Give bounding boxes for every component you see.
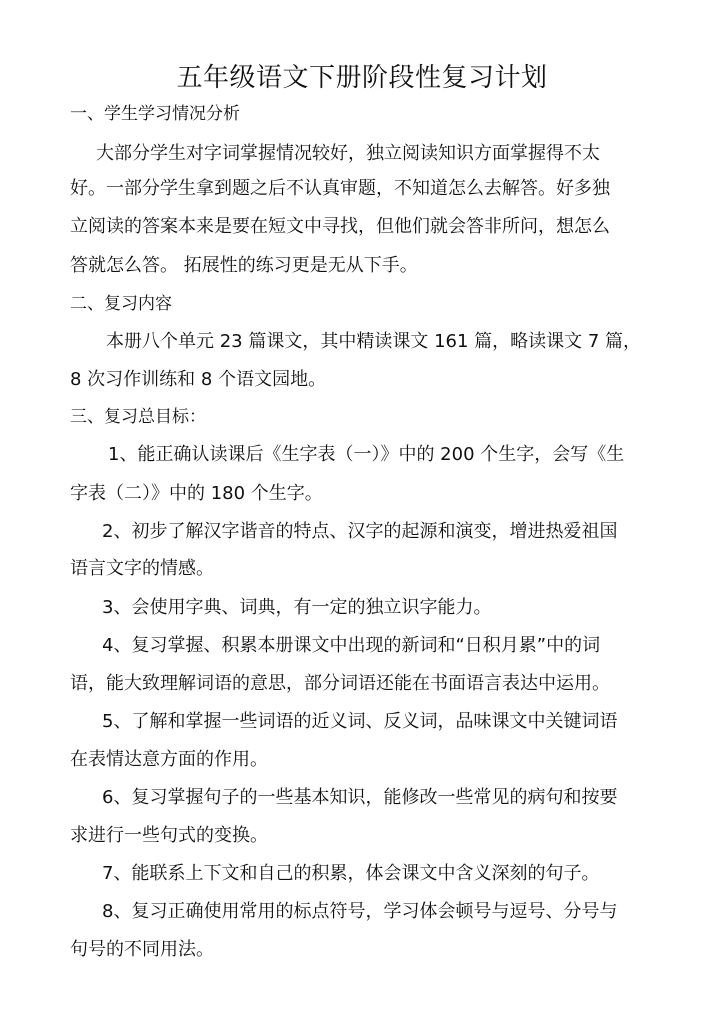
goal-item-1-line: 字表（二）》中的 180 个生字。 xyxy=(70,483,323,504)
goal-item-4-line: 语，能大致理解词语的意思，部分词语还能在书面语言表达中运用。 xyxy=(70,673,610,694)
analysis-line: 答就怎么答。 拓展性的练习更是无从下手。 xyxy=(70,255,418,276)
goal-item-2-line: 2、初步了解汉字谐音的特点、汉字的起源和演变，增进热爱祖国 xyxy=(102,521,618,542)
goal-item-2-line: 语言文字的情感。 xyxy=(70,558,214,579)
goal-item-8-line: 句号的不同用法。 xyxy=(70,939,214,960)
goal-item-4-line: 4、复习掌握、积累本册课文中出现的新词和“日积月累”中的词 xyxy=(102,635,601,656)
section-heading-content: 二、复习内容 xyxy=(70,294,172,314)
goal-item-6-line: 求进行一些句式的变换。 xyxy=(70,825,268,846)
goal-item-5-line: 5、了解和掌握一些词语的近义词、反义词，品味课文中关键词语 xyxy=(102,711,618,732)
goal-item-1-line: 1、能正确认读课后《生字表（一）》中的 200 个生字，会写《生 xyxy=(108,444,625,465)
goal-item-7-line: 7、能联系上下文和自己的积累，体会课文中含义深刻的句子。 xyxy=(102,863,600,884)
analysis-line: 大部分学生对字词掌握情况较好，独立阅读知识方面掌握得不太 xyxy=(96,143,600,164)
section-heading-analysis: 一、学生学习情况分析 xyxy=(70,104,240,124)
content-line: 本册八个单元 23 篇课文，其中精读课文 161 篇，略读课文 7 篇， xyxy=(106,331,642,352)
goal-item-6-line: 6、复习掌握句子的一些基本知识，能修改一些常见的病句和按要 xyxy=(102,787,618,808)
goal-item-3-line: 3、会使用字典、词典，有一定的独立识字能力。 xyxy=(102,597,492,618)
section-heading-goals: 三、复习总目标： xyxy=(70,407,206,427)
analysis-line: 好。一部分学生拿到题之后不认真审题，不知道怎么去解答。好多独 xyxy=(70,178,610,199)
goal-item-8-line: 8、复习正确使用常用的标点符号，学习体会顿号与逗号、分号与 xyxy=(102,901,618,922)
analysis-line: 立阅读的答案本来是要在短文中寻找，但他们就会答非所问，想怎么 xyxy=(70,216,610,237)
content-line: 8 次习作训练和 8 个语文园地。 xyxy=(70,369,327,390)
goal-item-5-line: 在表情达意方面的作用。 xyxy=(70,749,268,770)
document-title: 五年级语文下册阶段性复习计划 xyxy=(176,63,548,93)
